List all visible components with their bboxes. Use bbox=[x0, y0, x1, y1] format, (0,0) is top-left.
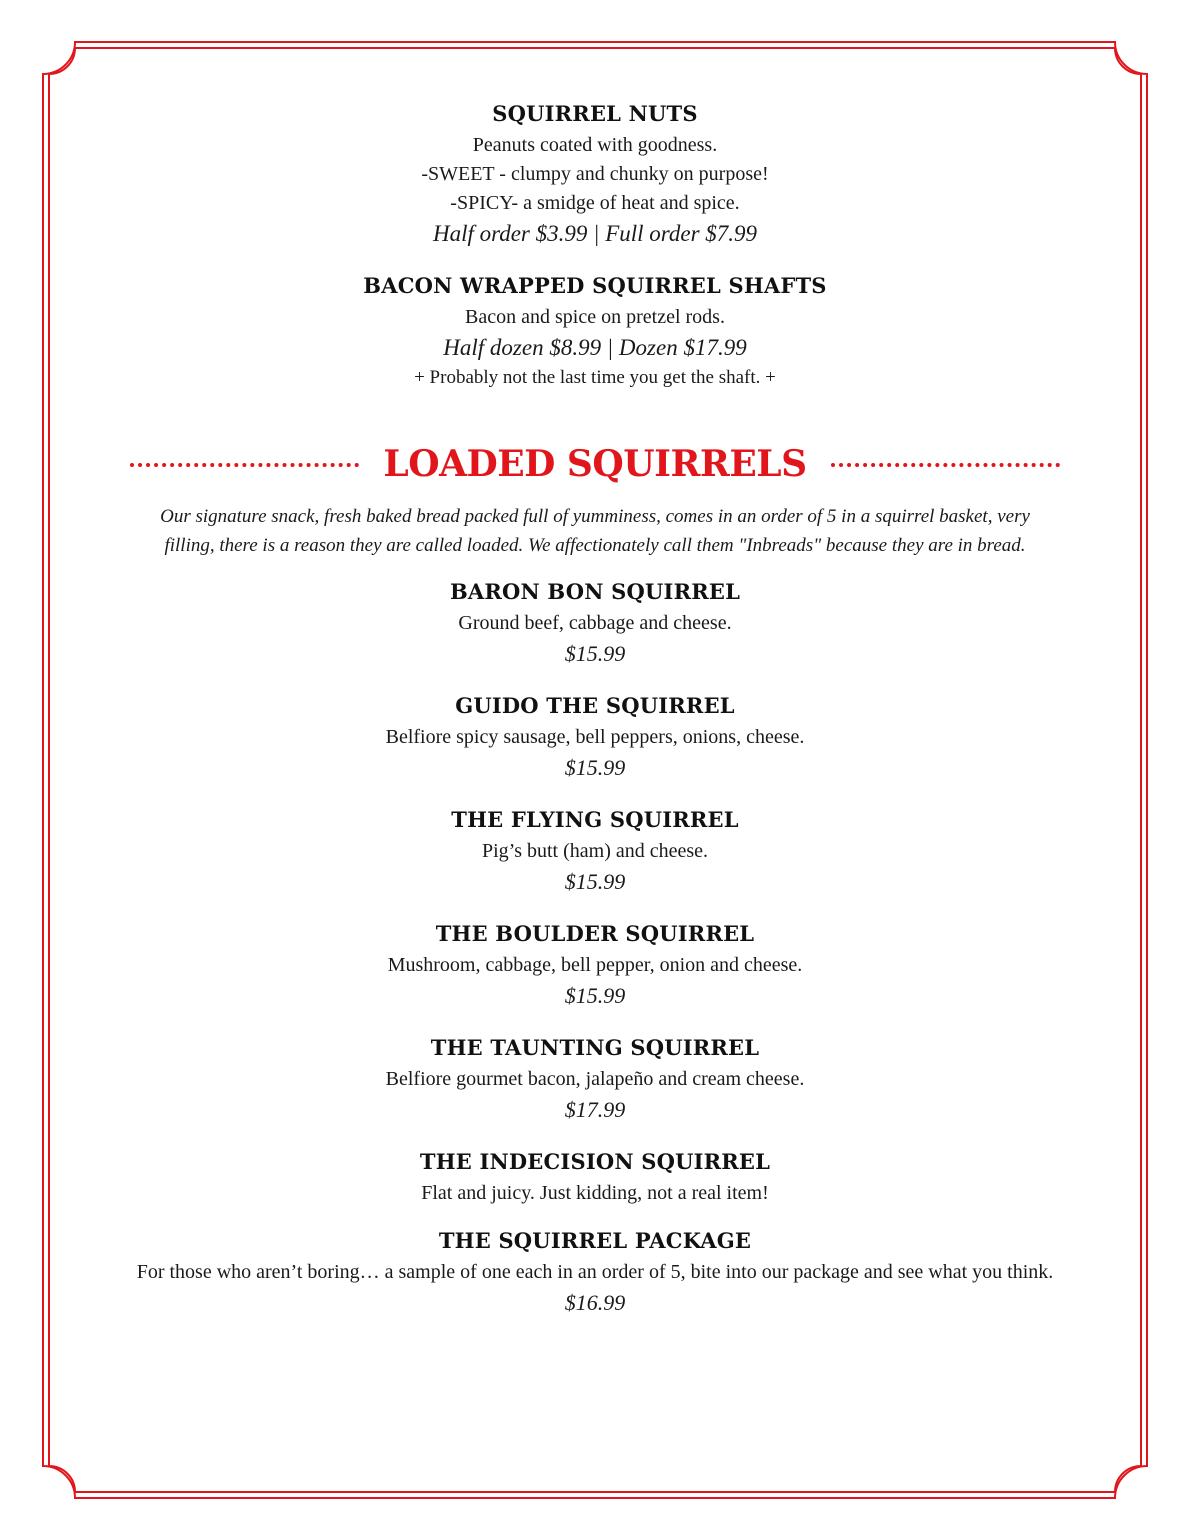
item-desc: Flat and juicy. Just kidding, not a real item! bbox=[421, 1182, 769, 1204]
menu-item bbox=[130, 578, 1060, 670]
dotted-divider-left bbox=[130, 463, 359, 467]
menu-item bbox=[130, 692, 1060, 784]
section-heading-loaded-squirrels bbox=[130, 438, 1060, 490]
menu-item bbox=[130, 1227, 1060, 1319]
item-desc-line: -SPICY- a smidge of heat and spice. bbox=[450, 192, 740, 214]
item-price: $16.99 bbox=[564, 1290, 626, 1315]
menu-item bbox=[130, 1148, 1060, 1208]
item-price: $15.99 bbox=[564, 755, 626, 780]
item-name: BACON WRAPPED SQUIRREL SHAFTS bbox=[363, 273, 827, 298]
section-title: LOADED SQUIRRELS bbox=[383, 443, 807, 485]
item-price: $15.99 bbox=[564, 641, 626, 666]
item-price: Half dozen $8.99 | Dozen $17.99 bbox=[443, 335, 747, 360]
item-desc: Pig’s butt (ham) and cheese. bbox=[481, 840, 709, 862]
dotted-divider-right bbox=[831, 463, 1060, 467]
item-note: + Probably not the last time you get the shaft. + bbox=[414, 367, 776, 388]
item-desc: Belfiore spicy sausage, bell peppers, onions, cheese. bbox=[385, 726, 805, 748]
item-name: THE TAUNTING SQUIRREL bbox=[430, 1035, 760, 1060]
item-desc-line: Peanuts coated with goodness. bbox=[472, 134, 718, 156]
item-desc: Ground beef, cabbage and cheese. bbox=[458, 612, 732, 634]
item-name: THE SQUIRREL PACKAGE bbox=[438, 1228, 752, 1253]
item-desc-line: -SWEET - clumpy and chunky on purpose! bbox=[421, 163, 769, 185]
menu-item bbox=[130, 920, 1060, 1012]
menu-item-bacon-wrapped-squirrel-shafts bbox=[130, 272, 1060, 392]
item-name: SQUIRREL NUTS bbox=[492, 101, 698, 126]
item-desc: For those who aren’t boring… a sample of one each in an order of 5, bite into our package and see what you think. bbox=[136, 1261, 1054, 1283]
item-price: Half order $3.99 | Full order $7.99 bbox=[432, 221, 758, 246]
item-desc: Belfiore gourmet bacon, jalapeño and cream cheese. bbox=[385, 1068, 805, 1090]
menu-item bbox=[130, 1034, 1060, 1126]
item-price: $17.99 bbox=[564, 1097, 626, 1122]
item-name: THE BOULDER SQUIRREL bbox=[435, 921, 755, 946]
item-name: THE FLYING SQUIRREL bbox=[451, 807, 739, 832]
menu-item bbox=[130, 806, 1060, 898]
item-desc-line: Bacon and spice on pretzel rods. bbox=[465, 306, 725, 328]
item-price: $15.99 bbox=[564, 983, 626, 1008]
item-name: THE INDECISION SQUIRREL bbox=[419, 1149, 771, 1174]
menu-item-squirrel-nuts bbox=[130, 100, 1060, 250]
item-name: GUIDO THE SQUIRREL bbox=[455, 693, 735, 718]
section-intro: Our signature snack, fresh baked bread packed full of yumminess, comes in an order of 5 in a squirrel basket, very filling, there is a reason they are called loaded. We affectionately call them "Inbreads" because they are in bread. bbox=[160, 506, 1030, 556]
item-desc: Mushroom, cabbage, bell pepper, onion and cheese. bbox=[387, 954, 803, 976]
item-name: BARON BON SQUIRREL bbox=[449, 579, 741, 604]
item-price: $15.99 bbox=[564, 869, 626, 894]
